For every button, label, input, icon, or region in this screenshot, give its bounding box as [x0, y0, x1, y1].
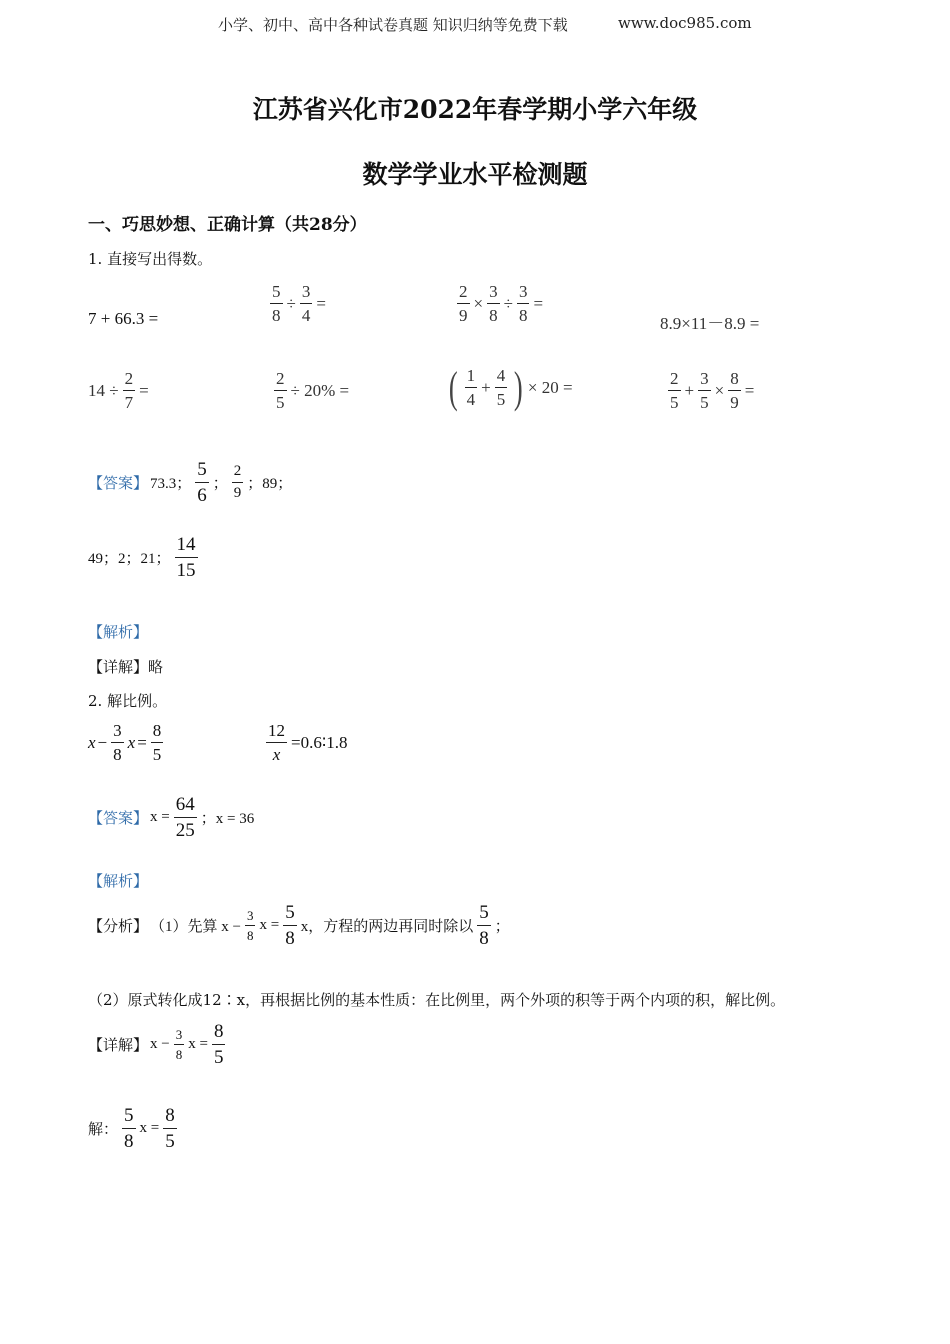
- q2-answer: 【答案】 x = $\frac{64}{25}$ ；x = 36: [88, 794, 255, 841]
- section-heading: 一、巧思妙想、正确计算（共28分）: [88, 215, 367, 235]
- expr-5: 14 ÷ $\frac{2}{7}$ =: [88, 369, 149, 412]
- q2-detail: 【详解】 x − $\frac{3}{8}$ x = $\frac{8}{5}$: [88, 1021, 224, 1068]
- answer-tag: 【答案】: [88, 476, 149, 493]
- site-banner: 小学、初中、高中各种试卷真题 知识归纳等免费下载: [218, 16, 568, 34]
- expr-8: $\frac{2}{5}$ + $\frac{3}{5}$ × $\frac{8}{9}$ =: [670, 369, 755, 412]
- q1-answer-line-2: 49；2；21； $\frac{14}{15}$: [88, 534, 196, 581]
- q1-detail: 【详解】略: [88, 658, 164, 676]
- site-url: www.doc985.com: [618, 14, 752, 32]
- q2-fenxi-line-1: 【分析】 （1）先算 x − $\frac{3}{8}$ x = $\frac{5}{8}$ x，方程的两边再同时除以 $\frac{5}{8}$ ；: [88, 902, 510, 949]
- page-title: 江苏省兴化市2022年春学期小学六年级: [252, 95, 698, 124]
- page-subtitle: 数学学业水平检测题: [362, 160, 588, 189]
- expr-3: $\frac{2}{9}$ × $\frac{3}{8}$ ÷ $\frac{3}{8}$ =: [459, 282, 544, 325]
- q2-analysis-tag: 【解析】: [88, 872, 149, 890]
- expr-1: 7 + 66.3 =: [88, 309, 159, 328]
- question-2-prompt: 2. 解比例。: [88, 692, 168, 710]
- proportion-2: $\frac{12}{x}$ =0.6∶1.8: [268, 721, 348, 764]
- q1-analysis-tag: 【解析】: [88, 623, 149, 641]
- q2-solve-line: 解： $\frac{5}{8}$ x = $\frac{8}{5}$: [88, 1105, 175, 1152]
- q1-answer-line-1: 【答案】 73.3； $\frac{5}{6}$ ； $\frac{2}{9}$ ；89；: [88, 459, 293, 506]
- expr-6: $\frac{2}{5}$ ÷ 20% =: [276, 369, 350, 412]
- question-1-prompt: 1. 直接写出得数。: [88, 250, 213, 268]
- proportion-1: x − $\frac{3}{8}$ x = $\frac{8}{5}$: [88, 721, 162, 764]
- expr-4: 8.9×11－8.9 =: [660, 314, 760, 333]
- q2-fenxi-line-2: （2）原式转化成12∶x，再根据比例的基本性质：在比例里，两个外项的积等于两个内项的积，解比例。: [88, 991, 786, 1009]
- expr-2: $\frac{5}{8}$ ÷ $\frac{3}{4}$ =: [272, 282, 326, 325]
- expr-7: ( $\frac{1}{4}$ + $\frac{4}{5}$ ) × 20 =: [448, 363, 573, 412]
